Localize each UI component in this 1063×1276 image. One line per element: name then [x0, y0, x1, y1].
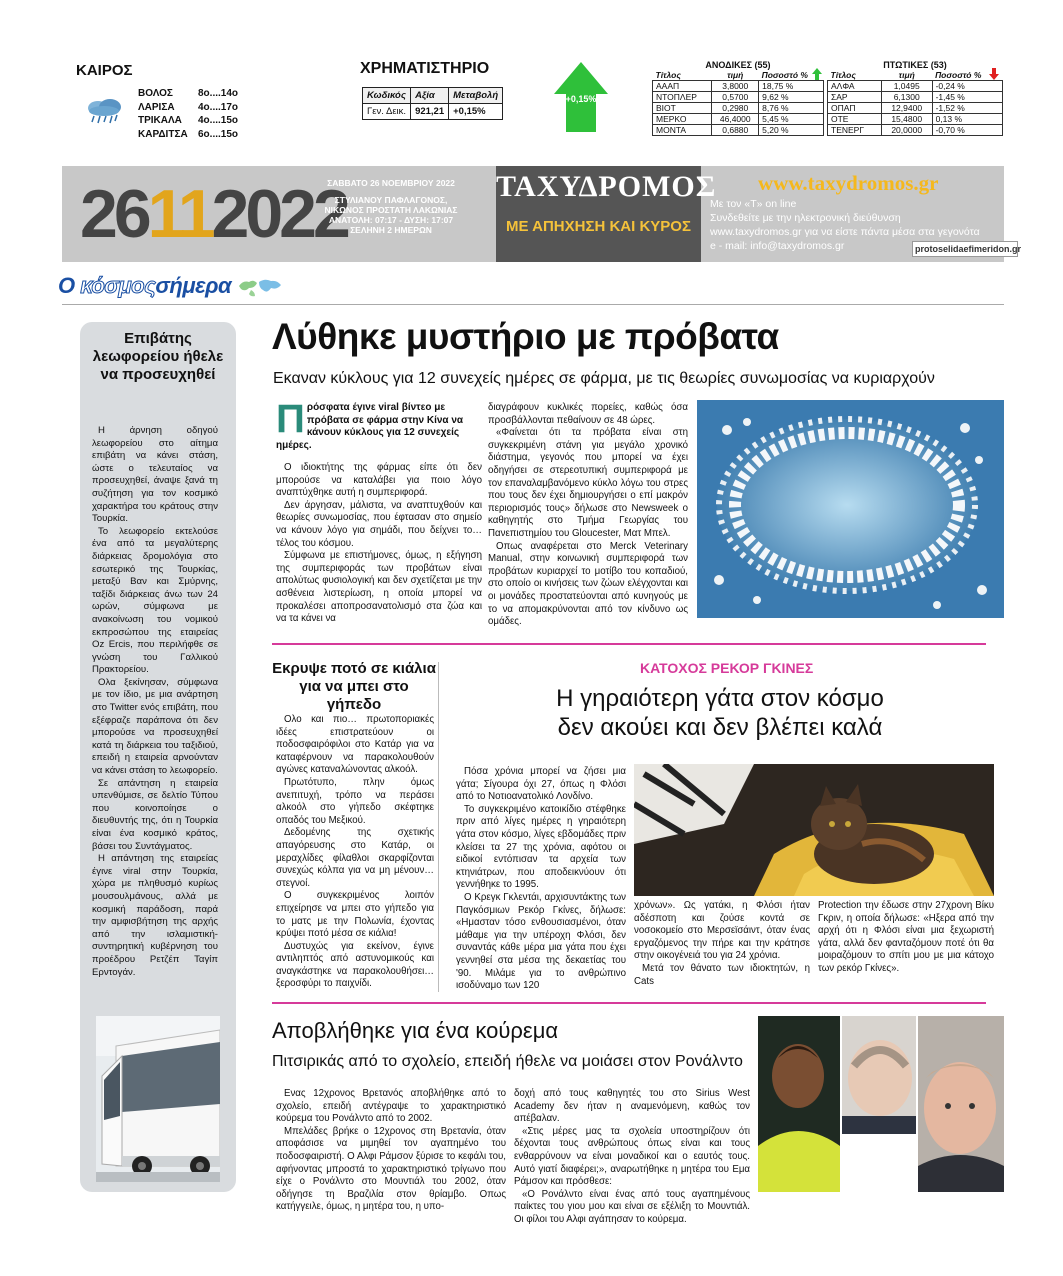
table-cell: 6,1300: [881, 92, 932, 103]
sidebar-body: [92, 425, 218, 979]
sidebar-paragraph: Σε απάντηση η εταιρεία υπενθύμισε, σε δελτίο Τύπου που κοινοποίησε ο διευθυντής της, ότι η Τουρκία είναι ένα κοσμικό κράτος, βάσει του Συντάγματος.: [92, 777, 218, 852]
table-cell: 0,2980: [712, 103, 759, 114]
up-arrow-icon: [552, 60, 610, 134]
sidebar-paragraph: Ολα ξεκίνησαν, σύμφωνα με τον ίδιο, με μια ανάρτηση στο Twitter ενός επιβάτη, που εξέφραζε παράπονα ότι δεν μπορούσε να προσευχηθεί κατά τη διάρκεια του ταξιδιού, επειδή η εταιρεία αρνούνταν να κάνει στάση το λεωφορείο.: [92, 676, 218, 777]
world-map-icon: [237, 276, 283, 298]
main-subheadline: Εκαναν κύκλους για 12 συνεχείς ημέρες σε φάρμα, με τις θεωρίες συνωμοσίας να κυριαρχούν: [273, 370, 935, 387]
table-cell: ΑΑΑΠ: [653, 81, 712, 92]
section-logo: [58, 273, 283, 299]
article-paragraph: Μετά τον θάνατο των ιδιοκτητών, η Cats: [634, 962, 810, 987]
sidebar-paragraph: Η απάντηση της εταιρείας έγινε viral στην Τουρκία, χώρα με πληθυσμό κυρίως μουσουλμάνους, αλλά με κοσμική παράδοση, παρά την αμφισβήτηση της αρχής από την ισλαμιστική-συντηρητική κυβέρνηση του προέδρου Ρετζέπ Ταγίπ Ερντογάν.: [92, 853, 218, 978]
small-down-arrow-icon: [989, 68, 999, 80]
article-paragraph: Πρωτότυπο, πλην όμως ανεπιτυχή, τρόπο να περάσει αλκοόλ στο γήπεδο σκέφτηκε οπαδός του Μεξικού.: [276, 776, 434, 826]
article-paragraph: Ο ιδιοκτήτης της φάρμας είπε ότι δεν μπορούσε να καταλάβει για ποιο λόγο αναπτύχθηκε αυτή η συμπεριφορά.: [276, 462, 482, 499]
section-divider-pink: [272, 1002, 986, 1004]
stock-title: ΧΡΗΜΑΤΙΣΤΗΡΙΟ: [360, 60, 490, 77]
sidebar-headline: Επιβάτης λεωφορείου ήθελε να προσευχηθεί: [92, 330, 224, 383]
article-paragraph: Ο Κρεγκ Γκλεντάι, αρχισυντάκτης των Παγκόσμιων Ρεκόρ Γκίνες, δήλωσε: «Ημασταν τόσο ενθουσιασμένοι, όταν μάθαμε για την υπέροχη Φλόσι, δεν συναντάς κάθε μέρα μια γάτα που έχει γεννηθεί στα μέσα της δεκαετίας του '90. Μιλάμε για το ανθρώπινο ισοδύναμο των 120: [456, 892, 626, 992]
table-cell: 0,13 %: [932, 114, 1002, 125]
cat-headline-line: Η γηραιότερη γάτα στον κόσμο: [556, 685, 884, 712]
table-cell: 0,6880: [712, 125, 759, 136]
cat-column-3: [634, 900, 810, 988]
weather-temps: 6ο....15ο: [198, 128, 239, 140]
article-paragraph: Δυστυχώς για εκείνον, έγινε αντιληπτός από αστυνομικούς και αναγκάστηκε να παρακολουθήσει… ξεροσφύρι το παιχνίδι.: [276, 940, 434, 990]
article-paragraph: δοχή από τους καθηγητές του στο Sirius West Academy δεν ήταν η αναμενόμενη, καθώς τον απέβαλαν.: [514, 1088, 750, 1125]
table-cell: 3,8000: [712, 81, 759, 92]
weather-table: [138, 87, 238, 141]
table-cell: ΤΕΝΕΡΓ: [828, 125, 882, 136]
table-cell: ΜΟΝΤΑ: [653, 125, 712, 136]
table-cell: ΒΙΟΤ: [653, 103, 712, 114]
table-cell: ΟΤΕ: [828, 114, 882, 125]
stock-header: Μεταβολή: [449, 88, 503, 104]
article-paragraph: «Ο Ρονάλντο είναι ένας από τους αγαπημένους παίκτες του γιου μου και είναι σε εξέλιξη το Μουντιάλ. Οι φίλοι του Αλφι αγάπησαν το κούρεμα.: [514, 1188, 750, 1225]
stock-cell: 921,21: [411, 104, 449, 120]
small-up-arrow-icon: [812, 68, 822, 80]
losers-title: ΠΤΩΤΙΚΕΣ (53): [883, 60, 947, 70]
article-paragraph: χρόνων». Ως γατάκι, η Φλόσι ήταν αδέσποτη και ζούσε κοντά σε νοσοκομείο στο Μερσεϊσάιντ, όταν ένας εργαζόμενος την πήρε και την κράτησε στην οικογένειά του για 24 χρόνια.: [634, 900, 810, 962]
column-divider: [438, 662, 439, 992]
date-month: 11: [147, 176, 212, 252]
haircut-column-1: [276, 1088, 506, 1214]
date-day: 26: [80, 176, 148, 252]
table-cell: 8,76 %: [759, 103, 824, 114]
article-paragraph: Ο συγκεκριμένος λοιπόν επιχείρησε να μπει στο γήπεδο για το ματς με την Πολωνία, έχοντας κρύψει ποτό μέσα σε κιάλια!: [276, 890, 434, 940]
main-lead: [276, 397, 480, 452]
table-cell: -1,52 %: [932, 103, 1002, 114]
losers-header: Ποσοστό %: [935, 70, 982, 80]
stock-header: Αξία: [411, 88, 449, 104]
article-paragraph: Ενας 12χρονος Βρετανός αποβλήθηκε από το σχολείο, επειδή αντέγραψε το χαρακτηριστικό κούρεμα του Ρονάλντο από το 2002.: [276, 1088, 506, 1125]
table-cell: -1,45 %: [932, 92, 1002, 103]
sheep-circle-photo: [697, 400, 1004, 618]
stock-arrow-label: +0,15%: [565, 94, 597, 104]
site-url[interactable]: www.taxydromos.gr: [758, 171, 939, 195]
info-line: ΑΝΑΤΟΛΗ: 07:17 - ΔΥΣΗ: 17:07: [328, 215, 454, 225]
gainers-header: Ποσοστό %: [761, 70, 808, 80]
losers-table: [827, 60, 1003, 136]
weather-temps: 4ο....15ο: [198, 115, 239, 126]
article-paragraph: Protection την έδωσε στην 27χρονη Βίκυ Γκριν, η οποία δήλωσε: «Ηξερα από την αρχή ότι η Φλόσι είναι μια ξεχωριστή γάτα, αλλά δεν φανταζόμουν ποτέ ότι θα μοιραζόμουν το σπίτι μου με μια κάτοχο των ρεκόρ Γκίνες».: [818, 900, 994, 974]
brand-logo: ΤΑΧΥΔΡΟΜΟΣ: [496, 170, 717, 203]
cat-column-4: [818, 900, 994, 976]
section-logo-a: Ο: [58, 273, 75, 298]
table-cell: 15,4800: [881, 114, 932, 125]
table-cell: 20,0000: [881, 125, 932, 136]
article-paragraph: Ολο και πιο… πρωτοποριακές ιδέες επιστρατεύουν οι ποδοσφαιρόφιλοι στο Κατάρ για να καταφέρνουν να παρακολουθούν αγώνες καταναλώνοντας αλκοόλ.: [276, 714, 434, 776]
section-divider: [62, 304, 1004, 305]
cat-column-2: [456, 892, 626, 993]
weather-temps: 4ο....17ο: [198, 101, 239, 113]
table-cell: -0,70 %: [932, 125, 1002, 136]
site-line: www.taxydromos.gr για να είστε πάντα μέσα στα γεγονότα: [710, 226, 980, 238]
cat-kicker: ΚΑΤΟΧΟΣ ΡΕΚΟΡ ΓΚΙΝΕΣ: [640, 660, 814, 676]
weather-temps: 8ο....14ο: [198, 88, 239, 99]
info-line: ΣΤΥΛΙΑΝΟΥ ΠΑΦΛΑΓΟΝΟΣ,: [334, 195, 448, 205]
table-cell: 5,45 %: [759, 114, 824, 125]
article-paragraph: διαγράφουν κυκλικές πορείες, καθώς όσα προσβάλλονται πεθαίνουν σε 48 ώρες.: [488, 402, 688, 426]
site-email[interactable]: e - mail: info@taxydromos.gr: [710, 240, 845, 252]
stock-cell: Γεν. Δεικ.: [363, 104, 411, 120]
table-cell: ΝΤΟΠΛΕΡ: [653, 92, 712, 103]
table-cell: ΜΕΡΚΟ: [653, 114, 712, 125]
haircut-column-2: [514, 1088, 750, 1227]
site-line: Με τον «Τ» on line: [710, 198, 797, 210]
gainers-table: [652, 60, 824, 136]
lead-text: ρόσφατα έγινε viral βίντεο με πρόβατα σε φάρμα στην Κίνα να κάνουν κύκλους για 12 συνεχείς ημέρες.: [276, 402, 464, 451]
article-paragraph: Σύμφωνα με επιστήμονες, όμως, η εξήγηση της συμπεριφοράς των προβάτων είναι απολύτως φυσιολογική και δεν σχετίζεται με την ασθένεια λιστερίωση, η οποία μπορεί να προκαλέσει αποπροσανατολισμό στα ζώα και να τα κάνει να: [276, 550, 482, 625]
article-paragraph: Δεδομένης της σχετικής απαγόρευσης στο Κατάρ, οι μεραχλίδες φίλαθλοι σκαρφίζονται συνεχώς κόλπα για να μη μένουν… στεγνοί.: [276, 827, 434, 889]
article-paragraph: «Φαίνεται ότι τα πρόβατα είναι στη συγκεκριμένη στάνη για μεγάλο χρονικό διάστημα, γεγονός που μπορεί να έχει οδηγήσει σε στερεοτυπική συμπεριφορά με τον επαναλαμβανόμενο κύκλο λόγω του στρες που τους δεν έχει δημιουργήσει ο επί μακρόν περιορισμός τους» δήλωσε στο Newsweek ο καθηγητής στο Τμήμα Γεωργίας του Πανεπιστημίου του Gloucester, Ματ Μπελ.: [488, 427, 688, 539]
main-column-1: [276, 462, 482, 626]
haircut-headline: Αποβλήθηκε για ένα κούρεμα: [272, 1018, 559, 1043]
weather-city: ΤΡΙΚΑΛΑ: [138, 115, 182, 126]
cat-column-1: [456, 766, 626, 892]
weather-title: ΚΑΙΡΟΣ: [76, 62, 133, 79]
rain-cloud-icon: [84, 98, 124, 124]
table-cell: 9,62 %: [759, 92, 824, 103]
main-column-2: [488, 402, 688, 629]
losers-header: τιμή: [898, 70, 915, 80]
cat-headline-line: δεν ακούει και δεν βλέπει καλά: [557, 714, 883, 741]
brand-slogan: ΜΕ ΑΠΗΧΗΣΗ ΚΑΙ ΚΥΡΟΣ: [506, 218, 691, 235]
article2-headline: Εκρυψε ποτό σε κιάλια για να μπει στο γήπεδο: [272, 660, 436, 713]
info-line: ΝΙΚΩΝΟΣ ΠΡΟΣΤΑΤΗ ΛΑΚΩΝΙΑΣ: [324, 205, 458, 215]
bus-photo: [96, 1016, 220, 1182]
section-divider-pink: [272, 643, 986, 645]
sidebar-paragraph: Το λεωφορείο εκτελούσε ένα από τα μεγαλύτερης διάρκειας δρομολόγια στο εσωτερικό της Τουρκίας, μεταξύ Βαν και Σμύρνης, ταξίδι διάρκειας άνω των 24 ωρών, σύμφωνα με ανακοίνωση του νομικού εκπροσώπου της εταιρείας Oz Ercis, που περιλήφθε σε γνώση του Γαλλικού Πρακτορείου.: [92, 525, 218, 676]
sidebar-paragraph: Η άρνηση οδηγού λεωφορείου στο αίτημα επιβάτη να κάνει στάση, ώστε ο τελευταίος να προσευχηθεί, άναψε ξανά τη συζήτηση για τον κοσμικό χαρακτήρα του κράτους στην Τουρκία.: [92, 425, 218, 525]
info-line: ΣΑΒΒΑΤΟ 26 ΝΟΕΜΒΡΙΟΥ 2022: [327, 178, 455, 188]
table-cell: 12,9400: [881, 103, 932, 114]
table-cell: -0,24 %: [932, 81, 1002, 92]
table-cell: ΑΛΦΑ: [828, 81, 882, 92]
article-paragraph: «Στις μέρες μας τα σχολεία υποστηρίζουν ότι δέχονται τους ανθρώπους όπως είναι και τους ενθαρρύνουν να είναι μοναδικοί και ο εαυτός τους. Αυτό γιατί διαφέρει;», αναρωτήθηκε η μητέρα του Εμα Ράμσον και πρόσθεσε:: [514, 1125, 750, 1188]
gainers-header: Τίτλος: [655, 70, 681, 80]
haircut-photo-collage: [758, 1016, 1004, 1192]
article-paragraph: Πόσα χρόνια μπορεί να ζήσει μια γάτα; Σίγουρα όχι 27, όπως η Φλόσι από το Νοτιοανατολικό Λονδίνο.: [456, 766, 626, 803]
weather-city: ΚΑΡΔΙΤΣΑ: [138, 128, 188, 140]
gainers-title: ΑΝΟΔΙΚΕΣ (55): [705, 60, 771, 70]
table-cell: ΟΠΑΠ: [828, 103, 882, 114]
weather-city: ΒΟΛΟΣ: [138, 88, 173, 99]
table-cell: 1,0495: [881, 81, 932, 92]
weather-city: ΛΑΡΙΣΑ: [138, 101, 175, 113]
stock-header: Κωδικός: [363, 88, 411, 104]
section-logo-c: σήμερα: [155, 273, 232, 298]
date-year: 2022: [211, 176, 347, 252]
section-logo-b: κόσμος: [80, 273, 156, 298]
article-paragraph: Δεν άργησαν, μάλιστα, να αναπτυχθούν και θεωρίες συνωμοσίας, που έφτασαν στο σημείο να κάνουν λόγο για σημάδι, που δείχνει το… τέλος του κόσμου.: [276, 499, 482, 549]
gainers-header: τιμή: [727, 70, 744, 80]
banner-info: [300, 178, 482, 235]
cat-headline: [440, 684, 1000, 742]
table-cell: 46,4000: [712, 114, 759, 125]
article-paragraph: Οπως αναφέρεται στο Merck Veterinary Manual, στην κοινωνική συμπεριφορά των προβάτων κυριαρχεί το μοτίβο του κοπαδιού, στο οποίο οι κινήσεις των ζώων ελέγχονται και οι μονάδες προστατεύονται από κυνηγούς με το να απομακρύνονται από τον κίνδυνο ως ομάδες.: [488, 540, 688, 628]
site-line: Συνδεθείτε με την ηλεκτρονική διεύθυνση: [710, 212, 901, 224]
stock-index-table: [362, 87, 503, 120]
watermark: protoselidaefimeridon.gr: [912, 241, 1018, 257]
article2-body: [276, 714, 434, 991]
main-headline: Λύθηκε μυστήριο με πρόβατα: [272, 316, 779, 357]
table-cell: ΣΑΡ: [828, 92, 882, 103]
losers-header: Τίτλος: [830, 70, 856, 80]
cat-photo: [634, 764, 994, 896]
info-line: ΣΕΛΗΝΗ 2 ΗΜΕΡΩΝ: [350, 225, 432, 235]
stock-cell: +0,15%: [449, 104, 503, 120]
article-paragraph: Μπελάδες βρήκε ο 12χρονος στη Βρετανία, όταν αποφάσισε να μιμηθεί τον αγαπημένο του ποδοσφαιριστή. Ο Αλφι Ράμσον ξύρισε το κεφάλι του, αφήνοντας μπροστά το χαρακτηριστικό τρίγωνο που είχε ο Ρονάλντο στο Μουντιάλ του 2002, όταν οδήγησε τη Βραζιλία στον θρίαμβο. Οπως κατήγγειλε, όμως, η μητέρα του, η υπο-: [276, 1125, 506, 1213]
article-paragraph: Το συγκεκριμένο κατοικίδιο στέφθηκε πριν από λίγες ημέρες η γηραιότερη γάτα στον κόσμο, λίγες εβδομάδες πριν κλείσει τα 27 της χρόνια, αφότου οι ειδικοί εντόπισαν τα αρχεία των κτηνιάτρων, που αποδεικνύουν ότι γεννήθηκε το 1995.: [456, 803, 626, 891]
table-cell: 0,5700: [712, 92, 759, 103]
haircut-subheadline: Πιτσιρικάς από το σχολείο, επειδή ήθελε να μοιάσει στον Ρονάλντο: [272, 1053, 743, 1070]
drop-cap: Π: [276, 397, 305, 441]
table-cell: 18,75 %: [759, 81, 824, 92]
table-cell: 5,20 %: [759, 125, 824, 136]
